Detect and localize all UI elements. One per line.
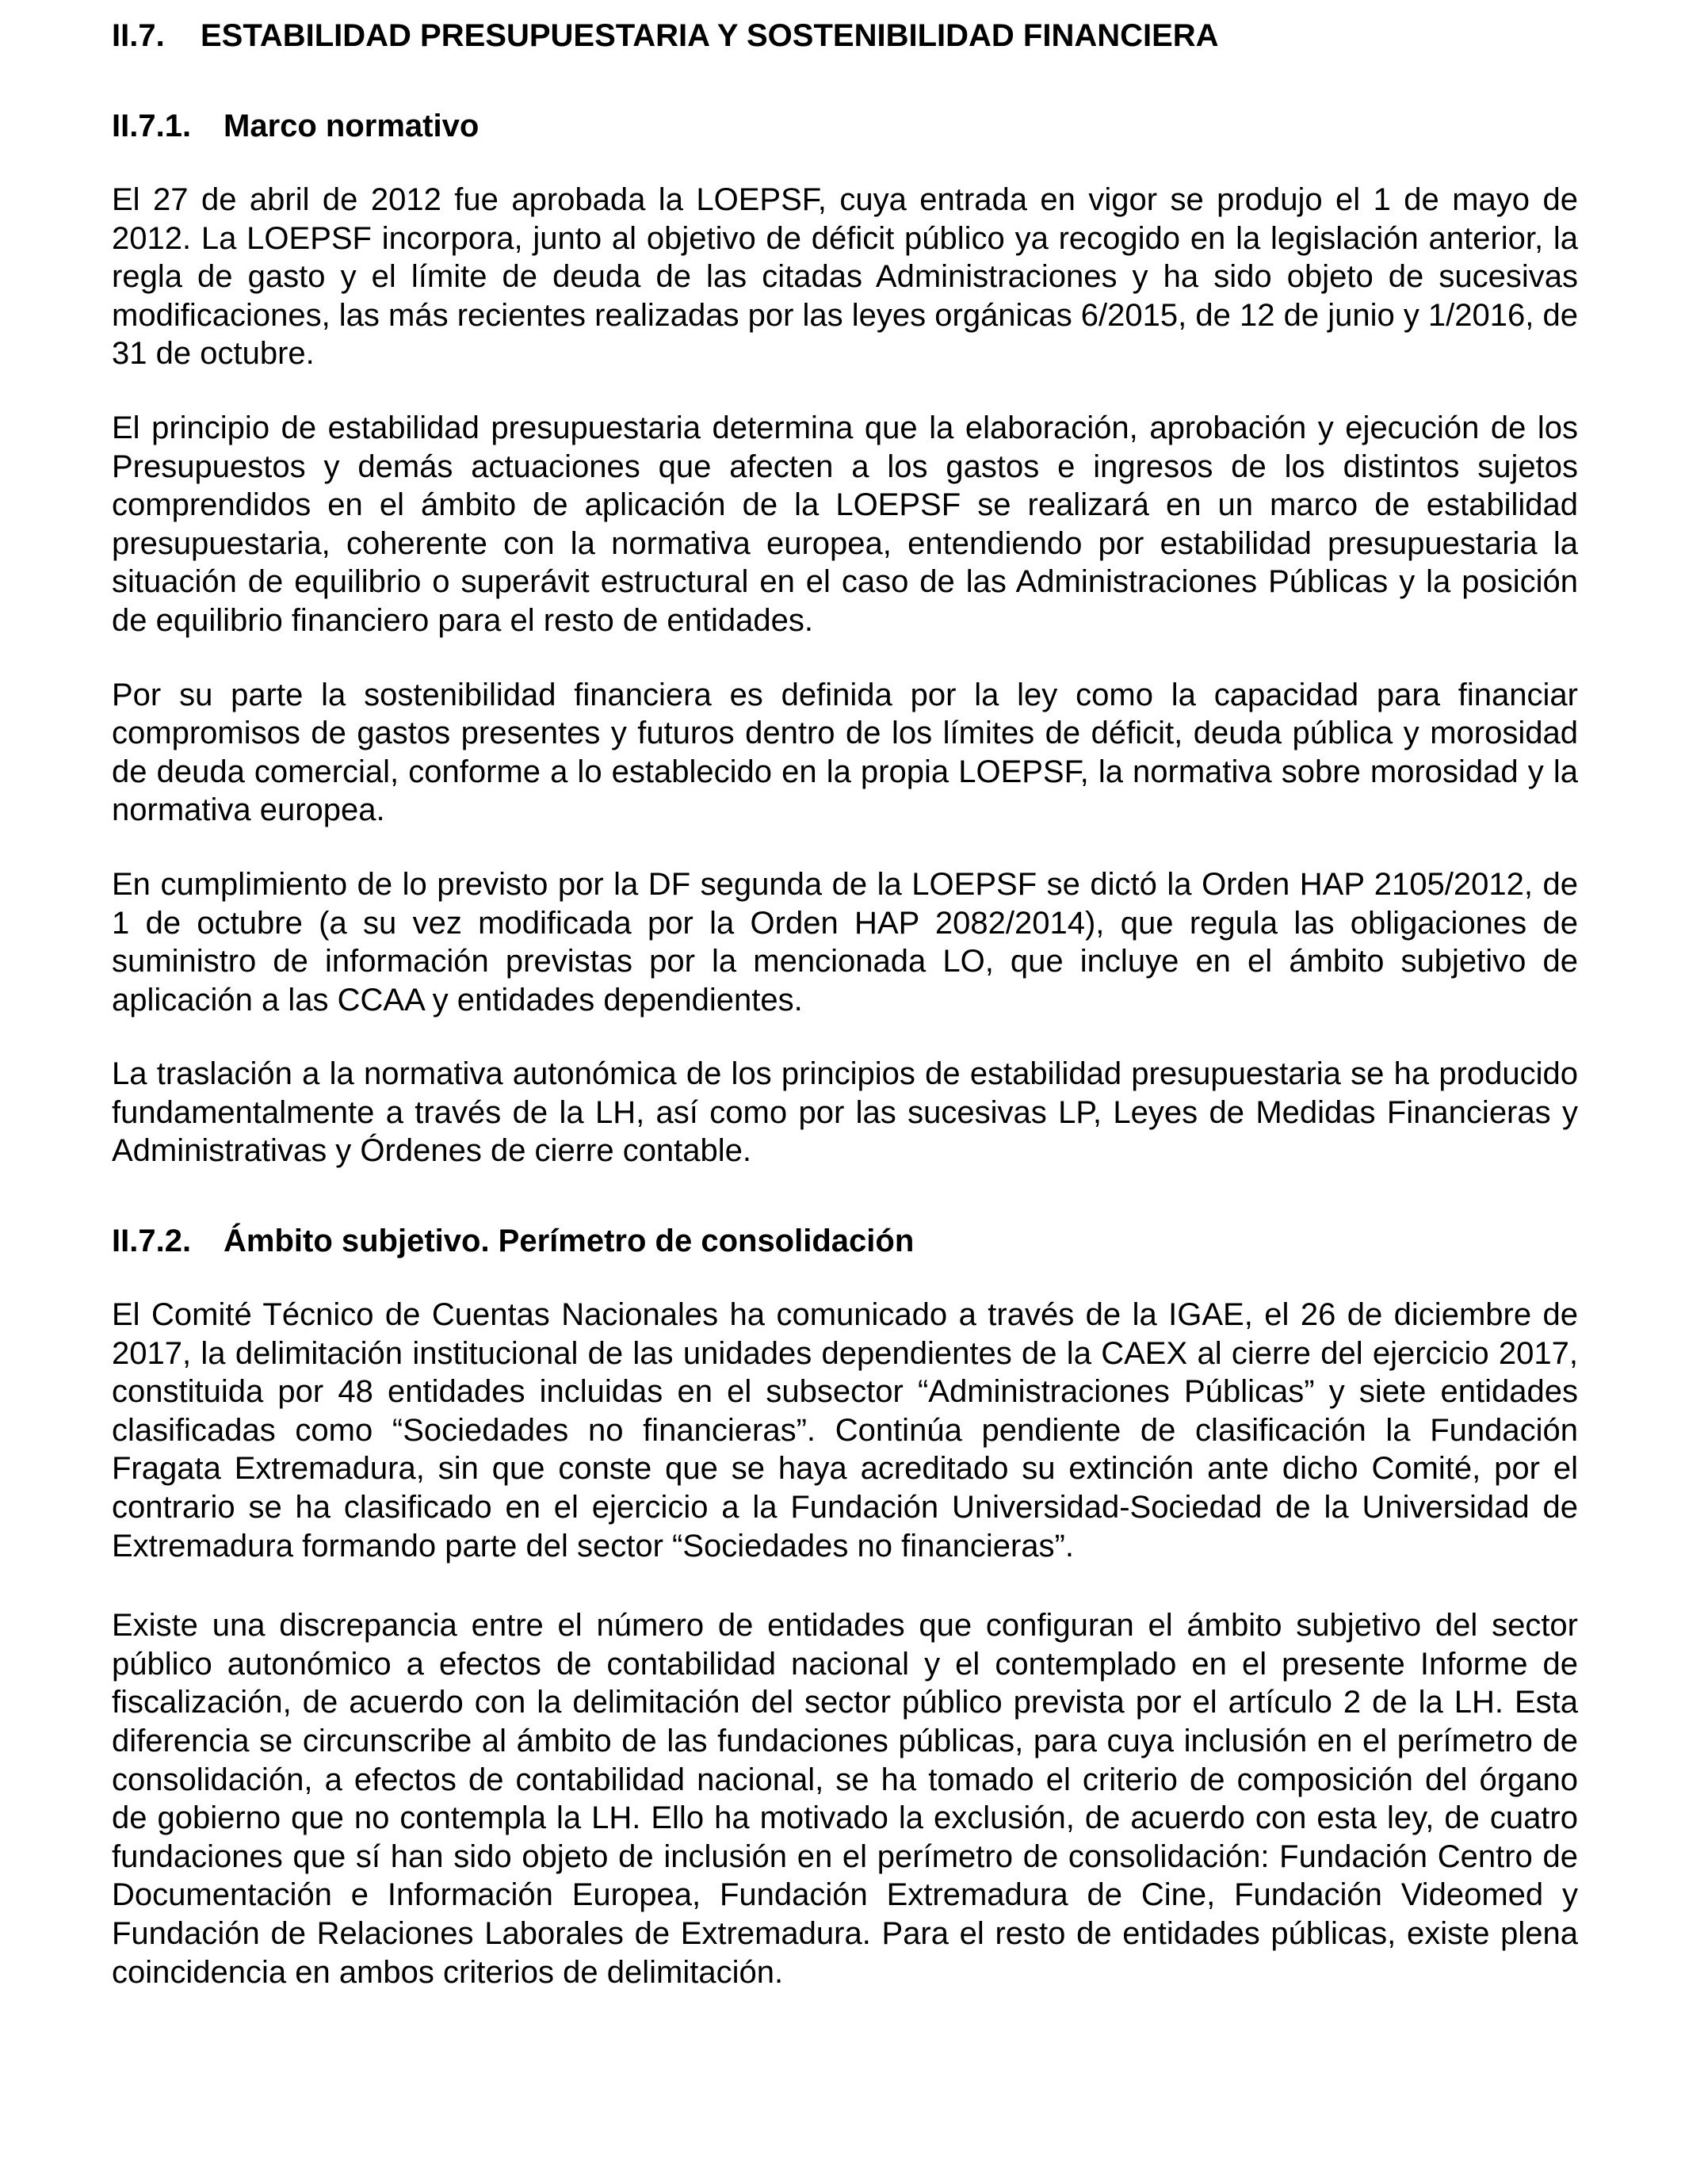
section-heading (112, 16, 1578, 55)
section-title: ESTABILIDAD PRESUPUESTARIA Y SOSTENIBILIDAD FINANCIERA (201, 18, 1219, 53)
section-number: II.7. (112, 18, 165, 53)
paragraph: El principio de estabilidad presupuestaria determina que la elaboración, aprobación y ejecución de los Presupuestos y demás actuaciones que afecten a los gastos e ingresos de los distintos sujetos comprendidos en el ámbito de aplicación de la LOEPSF se realizará en un marco de estabilidad presupuestaria, coherente con la normativa europea, entendiendo por estabilidad presupuestaria la situación de equilibrio o superávit estructural en el caso de las Administraciones Públicas y la posición de equilibrio financiero para el resto de entidades. (112, 410, 1578, 638)
subsection-heading-ambito-subjetivo (112, 1221, 1578, 1261)
subsection-title: Marco normativo (224, 109, 480, 143)
subsection-number: II.7.2. (112, 1224, 192, 1259)
subsection-number: II.7.1. (112, 109, 192, 143)
paragraph: Existe una discrepancia entre el número de entidades que configuran el ámbito subjetivo del sector público autonómico a efectos de contabilidad nacional y el contemplado en el presente Informe de fiscalización, de acuerdo con la delimitación del sector público prevista por el artículo 2 de la LH. Esta diferencia se circunscribe al ámbito de las fundaciones públicas, para cuya inclusión en el perímetro de consolidación, a efectos de contabilidad nacional, se ha tomado el criterio de composición del órgano de gobierno que no contempla la LH. Ello ha motivado la exclusión, de acuerdo con esta ley, de cuatro fundaciones que sí han sido objeto de inclusión en el perímetro de consolidación: Fundación Centro de Documentación e Información Europea, Fundación Extremadura de Cine, Fundación Videomed y Fundación de Relaciones Laborales de Extremadura. Para el resto de entidades públicas, existe plena coincidencia en ambos criterios de delimitación. (112, 1608, 1578, 1990)
paragraph: El 27 de abril de 2012 fue aprobada la LOEPSF, cuya entrada en vigor se produjo el 1 de mayo de 2012. La LOEPSF incorpora, junto al objetivo de déficit público ya recogido en la legislación anterior, la regla de gasto y el límite de deuda de las citadas Administraciones y ha sido objeto de sucesivas modificaciones, las más recientes realizadas por las leyes orgánicas 6/2015, de 12 de junio y 1/2016, de 31 de octubre. (112, 182, 1578, 372)
subsection-title: Ámbito subjetivo. Perímetro de consolidación (224, 1224, 915, 1259)
paragraph: La traslación a la normativa autonómica de los principios de estabilidad presupuestaria se ha producido fundamentalmente a través de la LH, así como por las sucesivas LP, Leyes de Medidas Financieras y Administrativas y Órdenes de cierre contable. (112, 1056, 1578, 1169)
paragraph: En cumplimiento de lo previsto por la DF segunda de la LOEPSF se dictó la Orden HAP 2105/2012, de 1 de octubre (a su vez modificada por la Orden HAP 2082/2014), que regula las obligaciones de suministro de información previstas por la mencionada LO, que incluye en el ámbito subjetivo de aplicación a las CCAA y entidades dependientes. (112, 866, 1578, 1018)
paragraph: Por su parte la sostenibilidad financiera es definida por la ley como la capacidad para financiar compromisos de gastos presentes y futuros dentro de los límites de déficit, deuda pública y morosidad de deuda comercial, conforme a lo establecido en la propia LOEPSF, la normativa sobre morosidad y la normativa europea. (112, 677, 1578, 828)
subsection-heading-marco-normativo (112, 106, 1578, 146)
document-page (112, 16, 1578, 1991)
paragraph: El Comité Técnico de Cuentas Nacionales ha comunicado a través de la IGAE, el 26 de diciembre de 2017, la delimitación institucional de las unidades dependientes de la CAEX al cierre del ejercicio 2017, constituida por 48 entidades incluidas en el subsector “Administraciones Públicas” y siete entidades clasificadas como “Sociedades no financieras”. Continúa pendiente de clasificación la Fundación Fragata Extremadura, sin que conste que se haya acreditado su extinción ante dicho Comité, por el contrario se ha clasificado en el ejercicio a la Fundación Universidad-Sociedad de la Universidad de Extremadura formando parte del sector “Sociedades no financieras”. (112, 1297, 1578, 1564)
